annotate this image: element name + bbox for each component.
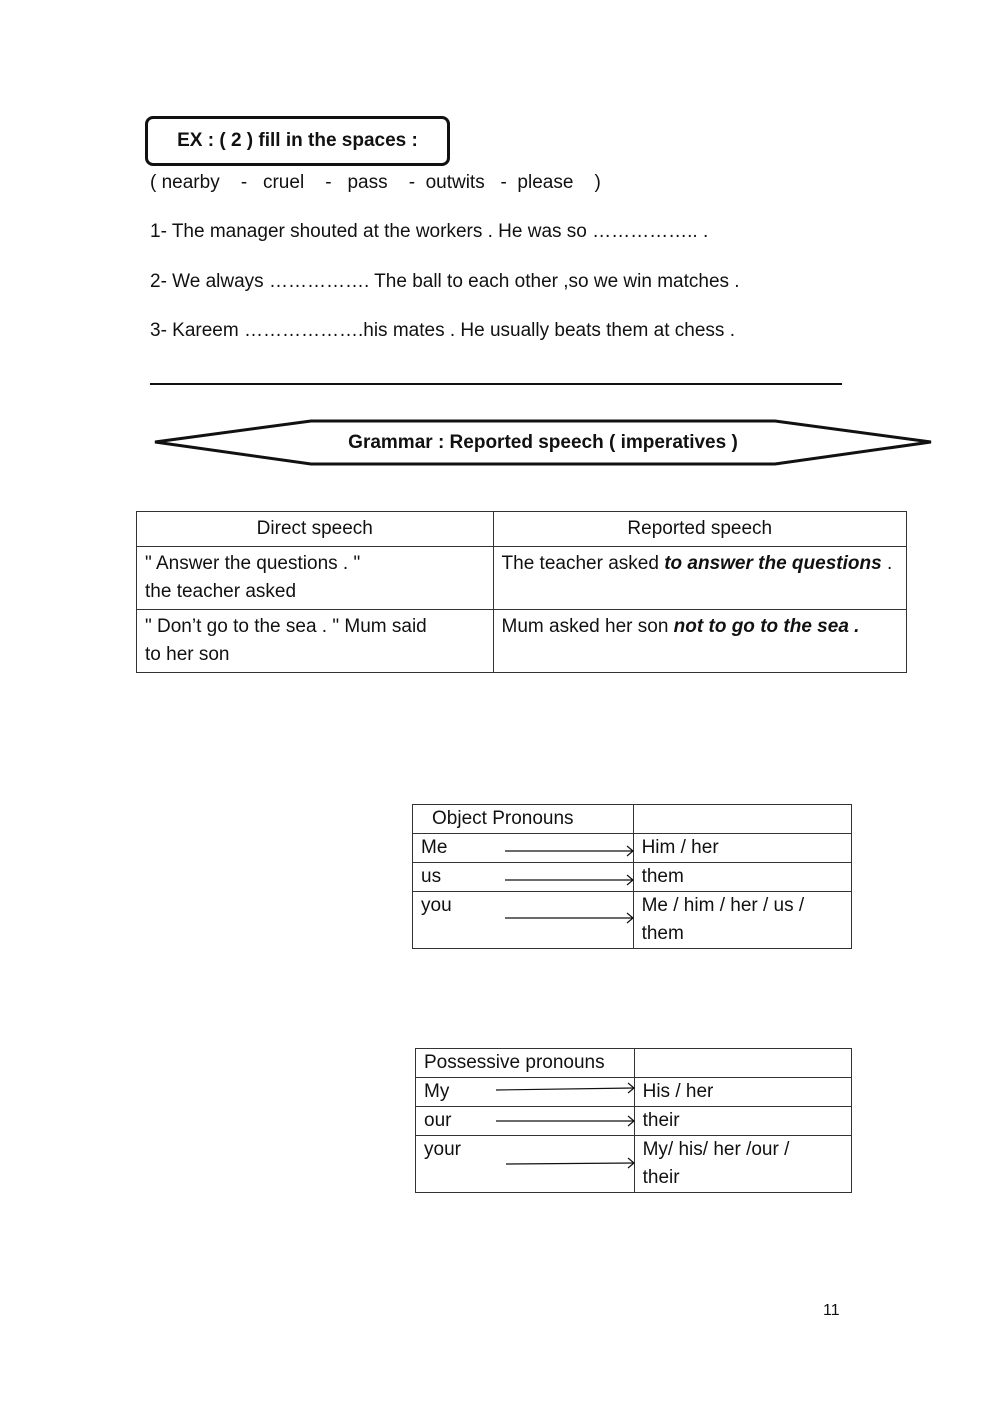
table-row xyxy=(137,610,907,673)
direct-line: " Don’t go to the sea . " Mum said xyxy=(145,616,427,637)
sentence-3: 3- Kareem ……………….his mates . He usually beats them at chess . xyxy=(150,320,735,341)
pronoun-to-line: them xyxy=(641,923,684,944)
pronoun-from-cell xyxy=(416,1107,635,1136)
table-row xyxy=(413,834,852,863)
possessive-pronouns-table xyxy=(415,1048,852,1193)
object-pronouns-table xyxy=(412,804,852,949)
right-arrow-icon xyxy=(488,1078,638,1106)
table-row xyxy=(416,1107,852,1136)
table-row xyxy=(416,1136,852,1193)
direct-line: to her son xyxy=(145,644,230,665)
direct-speech-cell xyxy=(137,610,494,673)
reported-emphasis: to answer the questions xyxy=(664,553,882,574)
reported-prefix: Mum asked her son xyxy=(501,616,674,637)
exercise-title-box xyxy=(145,116,450,166)
table-row xyxy=(413,863,852,892)
pronoun-to: their xyxy=(634,1107,851,1136)
pronoun-from: you xyxy=(421,895,452,916)
sentence-2: 2- We always ……………. The ball to each other ,so we win matches . xyxy=(150,271,740,292)
reported-speech-table xyxy=(136,511,907,673)
sentence-1: 1- The manager shouted at the workers . He was so …………….. . xyxy=(150,221,709,242)
right-arrow-icon xyxy=(497,834,637,862)
right-arrow-icon xyxy=(498,1136,638,1164)
reported-speech-cell xyxy=(493,547,906,610)
pronoun-from-cell xyxy=(416,1136,635,1193)
pronoun-from: My xyxy=(424,1081,450,1102)
table-header-row xyxy=(416,1049,852,1078)
pronoun-to-line: their xyxy=(642,1167,680,1188)
pronoun-from-cell xyxy=(413,892,634,949)
direct-speech-cell xyxy=(137,547,494,610)
reported-prefix: The teacher asked xyxy=(501,553,665,574)
possessive-pronouns-header-empty xyxy=(634,1049,851,1078)
pronoun-to-cell xyxy=(633,892,851,949)
pronoun-from-cell xyxy=(413,834,634,863)
header-reported-speech: Reported speech xyxy=(493,512,906,547)
pronoun-from: Me xyxy=(421,837,448,858)
pronoun-from-cell xyxy=(416,1078,635,1107)
table-header-row xyxy=(413,805,852,834)
grammar-banner-title: Grammar : Reported speech ( imperatives ) xyxy=(348,432,738,453)
reported-suffix: . xyxy=(881,553,893,574)
page-number: 11 xyxy=(823,1302,840,1319)
pronoun-from: our xyxy=(424,1110,452,1131)
table-row xyxy=(137,547,907,610)
pronoun-to: them xyxy=(633,863,851,892)
table-header-row xyxy=(137,512,907,547)
right-arrow-icon xyxy=(497,892,637,920)
pronoun-to-cell xyxy=(634,1136,851,1193)
pronoun-from: us xyxy=(421,866,442,887)
pronoun-to-line: Me / him / her / us / xyxy=(641,895,805,916)
reported-speech-cell xyxy=(493,610,906,673)
exercise-title: EX : ( 2 ) fill in the spaces : xyxy=(177,130,418,151)
right-arrow-icon xyxy=(497,863,637,891)
table-row xyxy=(413,892,852,949)
pronoun-from: your xyxy=(424,1139,461,1160)
object-pronouns-header: Object Pronouns xyxy=(413,805,634,834)
right-arrow-icon xyxy=(488,1107,638,1135)
direct-line: " Answer the questions . " xyxy=(145,553,361,574)
word-bank: ( nearby - cruel - pass - outwits - please ) xyxy=(150,172,601,193)
pronoun-to: His / her xyxy=(634,1078,851,1107)
direct-line: the teacher asked xyxy=(145,581,297,602)
reported-emphasis: not to go to the sea . xyxy=(673,616,860,637)
pronoun-from-cell xyxy=(413,863,634,892)
object-pronouns-header-empty xyxy=(633,805,851,834)
section-divider xyxy=(150,383,842,385)
table-row xyxy=(416,1078,852,1107)
pronoun-to: Him / her xyxy=(633,834,851,863)
pronoun-to-line: My/ his/ her /our / xyxy=(642,1139,790,1160)
header-direct-speech: Direct speech xyxy=(137,512,494,547)
possessive-pronouns-header: Possessive pronouns xyxy=(416,1049,635,1078)
